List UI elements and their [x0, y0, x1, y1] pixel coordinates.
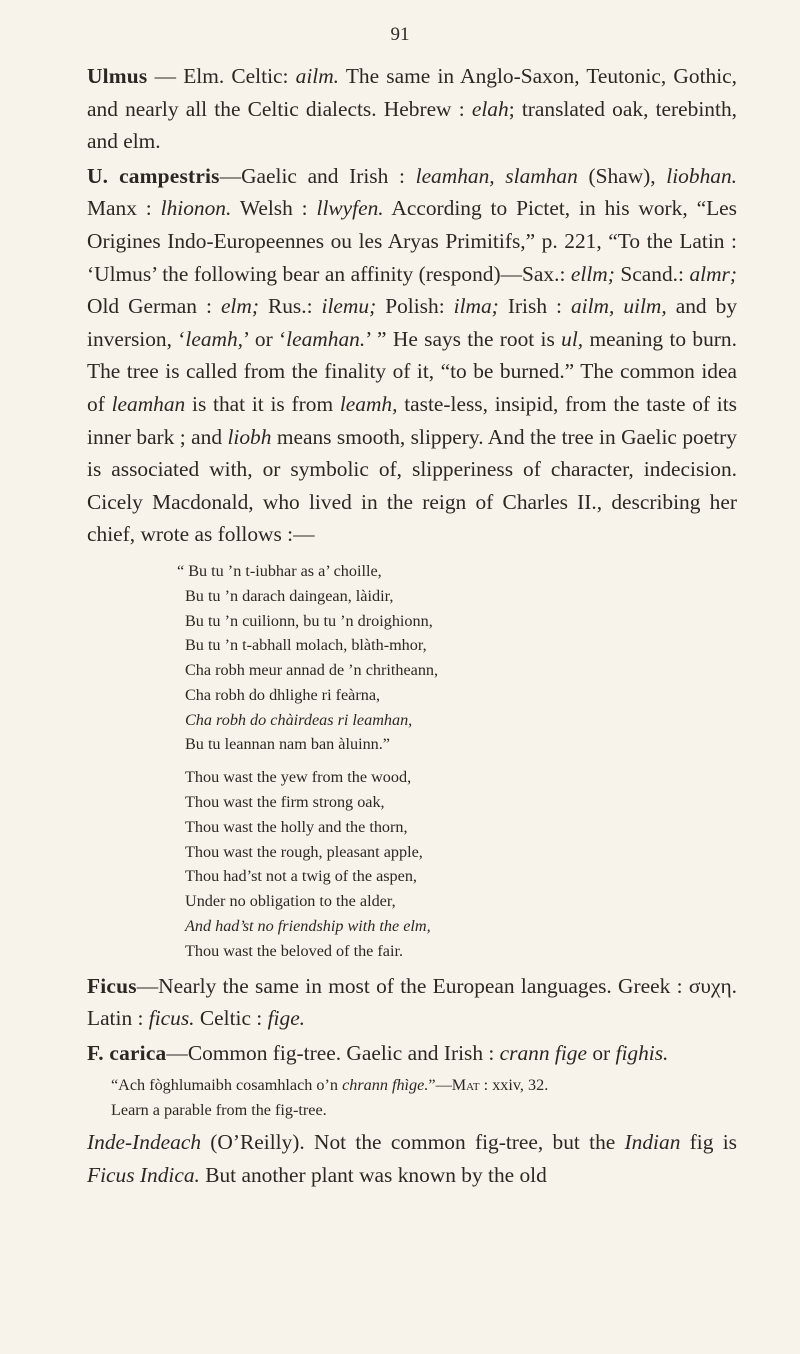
verse-line: Bu tu ’n cuilionn, bu tu ’n droighionn, [185, 611, 433, 630]
headword: Ficus [87, 973, 137, 998]
translation-line: Thou wast the beloved of the fair. [185, 941, 404, 960]
gaelic-verse [87, 559, 737, 757]
scripture-quote [87, 1073, 737, 1122]
verse-line: Bu tu ’n t-abhall molach, blàth-mhor, [185, 636, 427, 655]
headword: Ulmus [87, 64, 148, 88]
verse-line: Cha robh do dhlighe ri feàrna, [185, 685, 381, 704]
verse-translation [87, 765, 737, 963]
verse-line: Bu tu leannan nam ban àluinn.” [185, 735, 390, 754]
headword: U. campestris [87, 163, 220, 188]
verse-line: Cha robh do chàirdeas ri leamhan, [185, 710, 413, 729]
entry-f-carica: F. carica—Common fig-tree. Gaelic and Irish : crann fige or fighis. [87, 1040, 669, 1065]
verse-line: “ Bu tu ’n t-iubhar as a’ choille, [177, 561, 382, 580]
quote-line: “Ach fòghlumaibh cosamhlach o’n chrann fhìge.”—Mat : xxiv, 32. [111, 1076, 549, 1095]
page-body [87, 60, 737, 1192]
verse-line: Bu tu ’n darach daingean, làidir, [185, 586, 394, 605]
entry-ulmus: Ulmus — Elm. Celtic: ailm. The same in Anglo-Saxon, Teutonic, Gothic, and nearly all the Celtic dialects. Hebrew : elah; translated oak, terebinth, and elm. [87, 64, 737, 154]
entry-u-campestris: U. campestris—Gaelic and Irish : leamhan, slamhan (Shaw), liobhan. Manx : lhionon. Welsh : llwyfen. According to Pictet, in his work, “Les Origines Indo-Europeennes ou les Aryas Primitifs,” p. 221, “To the Latin : ‘Ulmus’ the following bear an affinity (respond)—Sax.: ellm; Scand.: almr; Old German : elm; Rus.: ilemu; Polish: ilma; Irish : ailm, uilm, and by inversion, ‘leamh,’ or ‘leamhan.’ ” He says the root is ul, meaning to burn. The tree is called from the finality of it, “to be burned.” The common idea of leamhan is that it is from leamh, taste-less, insipid, from the taste of its inner bark ; and liobh means smooth, slippery. And the tree in Gaelic poetry is associated with, or symbolic of, slipperiness of character, indecision. Cicely Macdonald, who lived in the reign of Charles II., describing her chief, wrote as follows :— [87, 163, 738, 547]
translation-line: And had’st no friendship with the elm, [185, 917, 431, 936]
translation-line: Thou wast the holly and the thorn, [185, 817, 408, 836]
translation-line: Thou wast the rough, pleasant apple, [185, 842, 423, 861]
entry-ficus: Ficus—Nearly the same in most of the European languages. Greek : συχη. Latin : ficus. Celtic : fige. [87, 973, 737, 1031]
entry-inde-indeach: Inde-Indeach (O’Reilly). Not the common fig-tree, but the Indian fig is Ficus Indica. But another plant was known by the old [87, 1130, 737, 1188]
verse-line: Cha robh meur annad de ’n chritheann, [185, 661, 439, 680]
translation-line: Thou wast the yew from the wood, [185, 768, 412, 787]
translation-line: Thou wast the firm strong oak, [185, 793, 385, 812]
translation-line: Thou had’st not a twig of the aspen, [185, 867, 417, 886]
headword: F. carica [87, 1040, 167, 1065]
page-number: 91 [390, 24, 410, 45]
translation-line: Under no obligation to the alder, [185, 892, 396, 911]
quote-translation: Learn a parable from the fig-tree. [111, 1100, 327, 1119]
